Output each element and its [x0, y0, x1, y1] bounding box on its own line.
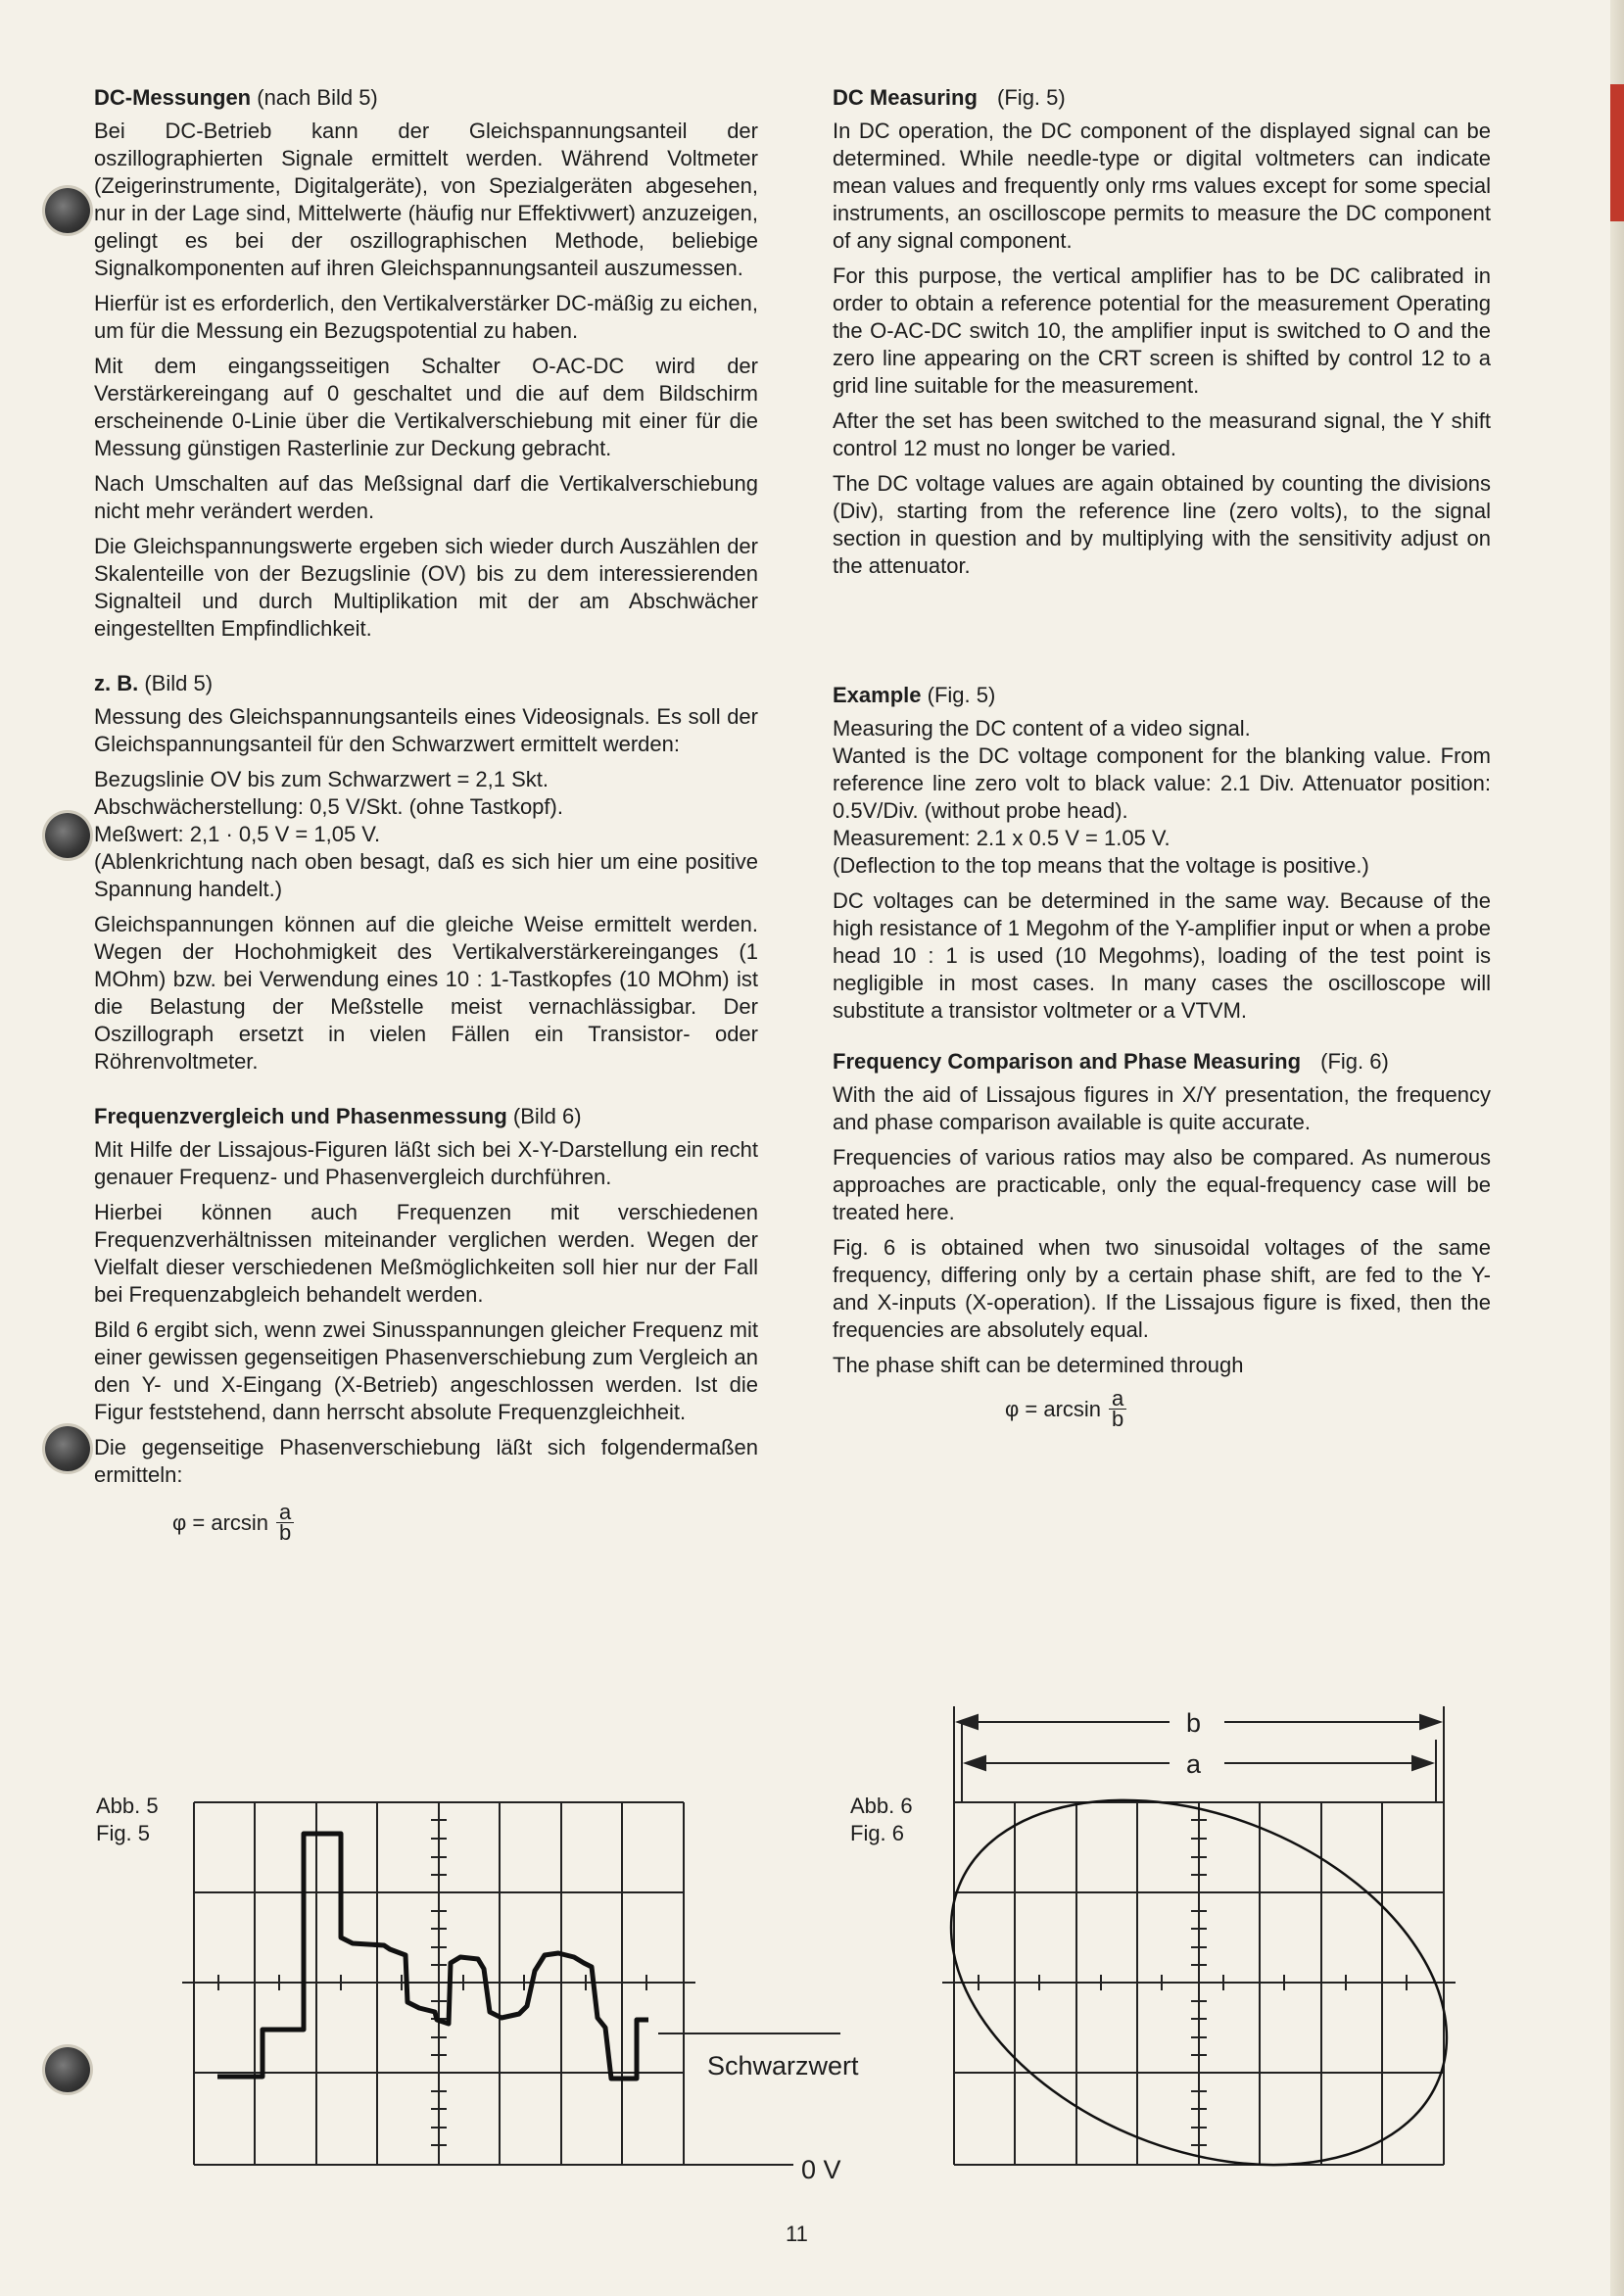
paragraph: Frequencies of various ratios may also be compared. As numerous approaches are practicable, only the equal-frequency case will be treated here. [833, 1145, 1491, 1224]
formula-denominator: b [1112, 1407, 1124, 1431]
phase-formula-de [172, 1500, 758, 1545]
page-edge [1610, 0, 1624, 2296]
fig6-ticks [942, 1820, 1456, 2145]
german-column [94, 84, 758, 1543]
paragraph: Messung des Gleichspannungsanteils eines Videosignals. Es soll der Gleichspannungsanteil für den Schwarzwert ermittelt werden: [94, 704, 758, 756]
paragraph: DC voltages can be determined in the same way. Because of the high resistance of 1 Megohm of the Y-amplifier input or when a probe head 10 : 1 is used (10 Megohms), loading of the test point is negligible in most cases. In many cases the oscilloscope will substitute a transistor voltmeter or a VTVM. [833, 888, 1491, 1023]
paragraph: Hierbei können auch Frequenzen mit verschiedenen Frequenzverhältnissen miteinander verglichen werden. Wegen der Vielfalt dieser verschiedenen Meßmöglichkeiten soll hier nur der Fall bei Frequenzabgleich behandelt werden. [94, 1200, 758, 1307]
heading-text: DC Measuring [833, 85, 978, 110]
punch-hole [45, 188, 90, 233]
fig6-caption [850, 1793, 913, 1847]
paragraph: After the set has been switched to the measurand signal, the Y shift control 12 must no longer be varied. [833, 408, 1491, 460]
lissajous-ellipse [897, 1731, 1502, 2233]
paragraph: Mit dem eingangsseitigen Schalter O-AC-DC wird der Verstärkereingang auf 0 geschaltet und die auf dem Bildschirm erscheinende 0-Linie über die Vertikalverschiebung mit einer für die Messung günstigen Rasterlinie zur Deckung gebracht. [94, 354, 758, 460]
example-line: Wanted is the DC voltage component for the blanking value. From reference line zero volt to black value: 2.1 Div. Attenuator position: 0.5V/Div. (without probe head). [833, 743, 1491, 823]
heading-ref: (Fig. 5) [997, 85, 1066, 110]
formula-lhs: φ = arcsin [1005, 1396, 1102, 1421]
example-line: Measuring the DC content of a video signal. [833, 716, 1251, 741]
paragraph: Mit Hilfe der Lissajous-Figuren läßt sich bei X-Y-Darstellung ein recht genauer Frequenz- und Phasenvergleich durchführen. [94, 1137, 758, 1189]
paragraph: Die gegenseitige Phasenverschiebung läßt sich folgendermaßen ermitteln: [94, 1435, 758, 1487]
formula-lhs: φ = arcsin [172, 1509, 269, 1535]
dimension-label-b: b [1186, 1708, 1202, 1738]
heading-text: z. B. [94, 671, 139, 695]
arrowhead [1412, 1756, 1432, 1770]
arrowhead [966, 1756, 985, 1770]
phase-formula-en [1005, 1386, 1491, 1431]
dc-heading-en [833, 84, 1491, 112]
formula-denominator: b [279, 1520, 292, 1545]
paragraph: Die Gleichspannungswerte ergeben sich wieder durch Auszählen der Skalenteille von der Bezugslinie (OV) bis zu dem interessierenden Signalteil und durch Multiplikation mit der am Abschwächer eingestellten Empfindlichkeit. [94, 534, 758, 641]
paragraph: The phase shift can be determined through [833, 1353, 1244, 1377]
paragraph: Nach Umschalten auf das Meßsignal darf die Vertikalverschiebung nicht mehr verändert werden. [94, 471, 758, 523]
punch-hole [45, 1426, 90, 1471]
fig5-graticule [194, 1802, 793, 2165]
video-signal-trace [217, 1834, 648, 2079]
paragraph: In DC operation, the DC component of the displayed signal can be determined. While needle-type or digital voltmeters can indicate mean values and frequently only rms values except for some special instruments, an oscilloscope permits to measure the DC component of any signal component. [833, 119, 1491, 253]
frequency-heading-de [94, 1103, 758, 1130]
heading-ref: (Bild 5) [144, 671, 214, 695]
paragraph: Gleichspannungen können auf die gleiche Weise ermittelt werden. Wegen der Hochohmigkeit des Vertikalverstärkereinganges (1 MOhm) bzw. bei Verwendung eines 10 : 1-Tastkopfes (10 MOhm) ist die Belastung der Meßstelle meist vernachlässigbar. Der Oszillograph ersetzt in vielen Fällen ein Transistor- oder Röhrenvoltmeter. [94, 912, 758, 1074]
zero-volt-label: 0 V [801, 2155, 841, 2184]
punch-hole [45, 2047, 90, 2092]
fig5-label-de: Abb. 5 [96, 1794, 159, 1818]
fig6-graticule [954, 1802, 1444, 2165]
frequency-heading-en [833, 1048, 1491, 1076]
heading-text: DC-Messungen [94, 85, 252, 110]
heading-text: Frequency Comparison and Phase Measuring [833, 1049, 1302, 1074]
paragraph: With the aid of Lissajous figures in X/Y presentation, the frequency and phase comparison available is quite accurate. [833, 1082, 1491, 1134]
paragraph: Bild 6 ergibt sich, wenn zwei Sinusspannungen gleicher Frequenz mit einer gewissen gegenseitigen Phasenverschiebung zum Vergleich an den Y- und X-Eingang (X-Betrieb) angeschlossen werden. Ist die Figur feststehend, dann herrscht absolute Frequenzgleichheit. [94, 1317, 758, 1424]
heading-ref: (Fig. 6) [1320, 1049, 1389, 1074]
heading-ref: (Fig. 5) [927, 683, 996, 707]
example-heading-de [94, 670, 758, 697]
formula-numerator: a [276, 1503, 294, 1523]
example-line: (Deflection to the top means that the voltage is positive.) [833, 853, 1369, 878]
paragraph: Hierfür ist es erforderlich, den Vertikalverstärker DC-mäßig zu eichen, um für die Messung ein Bezugspotential zu haben. [94, 291, 758, 343]
black-level-label: Schwarzwert [707, 2051, 859, 2081]
paragraph: Fig. 6 is obtained when two sinusoidal voltages of the same frequency, differing only by a certain phase shift, are fed to the Y- and X-inputs (X-operation). If the Lissajous figure is fixed, then the frequencies are absolutely equal. [833, 1235, 1491, 1342]
paragraph: The DC voltage values are again obtained by counting the divisions (Div), starting from the reference line (zero volts), to the signal section in question and by multiplying with the sensitivity adjust on the attenuator. [833, 471, 1491, 578]
example-line: Measurement: 2.1 x 0.5 V = 1.05 V. [833, 826, 1170, 850]
example-line: Abschwächerstellung: 0,5 V/Skt. (ohne Tastkopf). [94, 794, 563, 819]
example-heading-en [833, 682, 1491, 709]
paragraph: For this purpose, the vertical amplifier has to be DC calibrated in order to obtain a reference potential for the measurement Operating the O-AC-DC switch 10, the amplifier input is switched to O and the zero line appearing on the CRT screen is shifted by control 12 to a grid line suitable for the measurement. [833, 263, 1491, 398]
fig5-ticks [182, 1820, 695, 2145]
english-column [833, 84, 1491, 1429]
arrowhead [1420, 1715, 1440, 1729]
heading-ref: (Bild 6) [512, 1104, 582, 1128]
dimension-markers [954, 1706, 1444, 1802]
fig6-label-en: Fig. 6 [850, 1821, 905, 1845]
heading-text: Frequenzvergleich und Phasenmessung [94, 1104, 507, 1128]
punch-hole [45, 813, 90, 858]
fig5-caption [96, 1793, 159, 1847]
example-line: Bezugslinie OV bis zum Schwarzwert = 2,1 Skt. [94, 767, 549, 791]
dc-heading-de [94, 84, 758, 112]
example-line: Meßwert: 2,1 · 0,5 V = 1,05 V. [94, 822, 381, 846]
heading-ref: (nach Bild 5) [257, 85, 378, 110]
arrowhead [958, 1715, 978, 1729]
fig6-label-de: Abb. 6 [850, 1794, 913, 1818]
index-tab [1610, 84, 1624, 221]
fig5-label-en: Fig. 5 [96, 1821, 151, 1845]
paragraph: Bei DC-Betrieb kann der Gleichspannungsanteil der oszillographierten Signale ermittelt werden. Während Voltmeter (Zeigerinstrumente, Digitalgeräte), von Spezialgeräten abgesehen, nur in der Lage sind, Mittelwerte (häufig nur Effektivwert) anzuzeigen, gelingt es bei der oszillographischen Methode, beliebige Signalkomponenten auf ihren Gleichspannungsanteil auszumessen. [94, 119, 758, 280]
example-line: (Ablenkrichtung nach oben besagt, daß es sich hier um eine positive Spannung handelt.) [94, 849, 758, 901]
formula-numerator: a [1109, 1389, 1126, 1410]
dimension-label-a: a [1186, 1749, 1202, 1779]
heading-text: Example [833, 683, 922, 707]
page-number: 11 [786, 2222, 808, 2246]
